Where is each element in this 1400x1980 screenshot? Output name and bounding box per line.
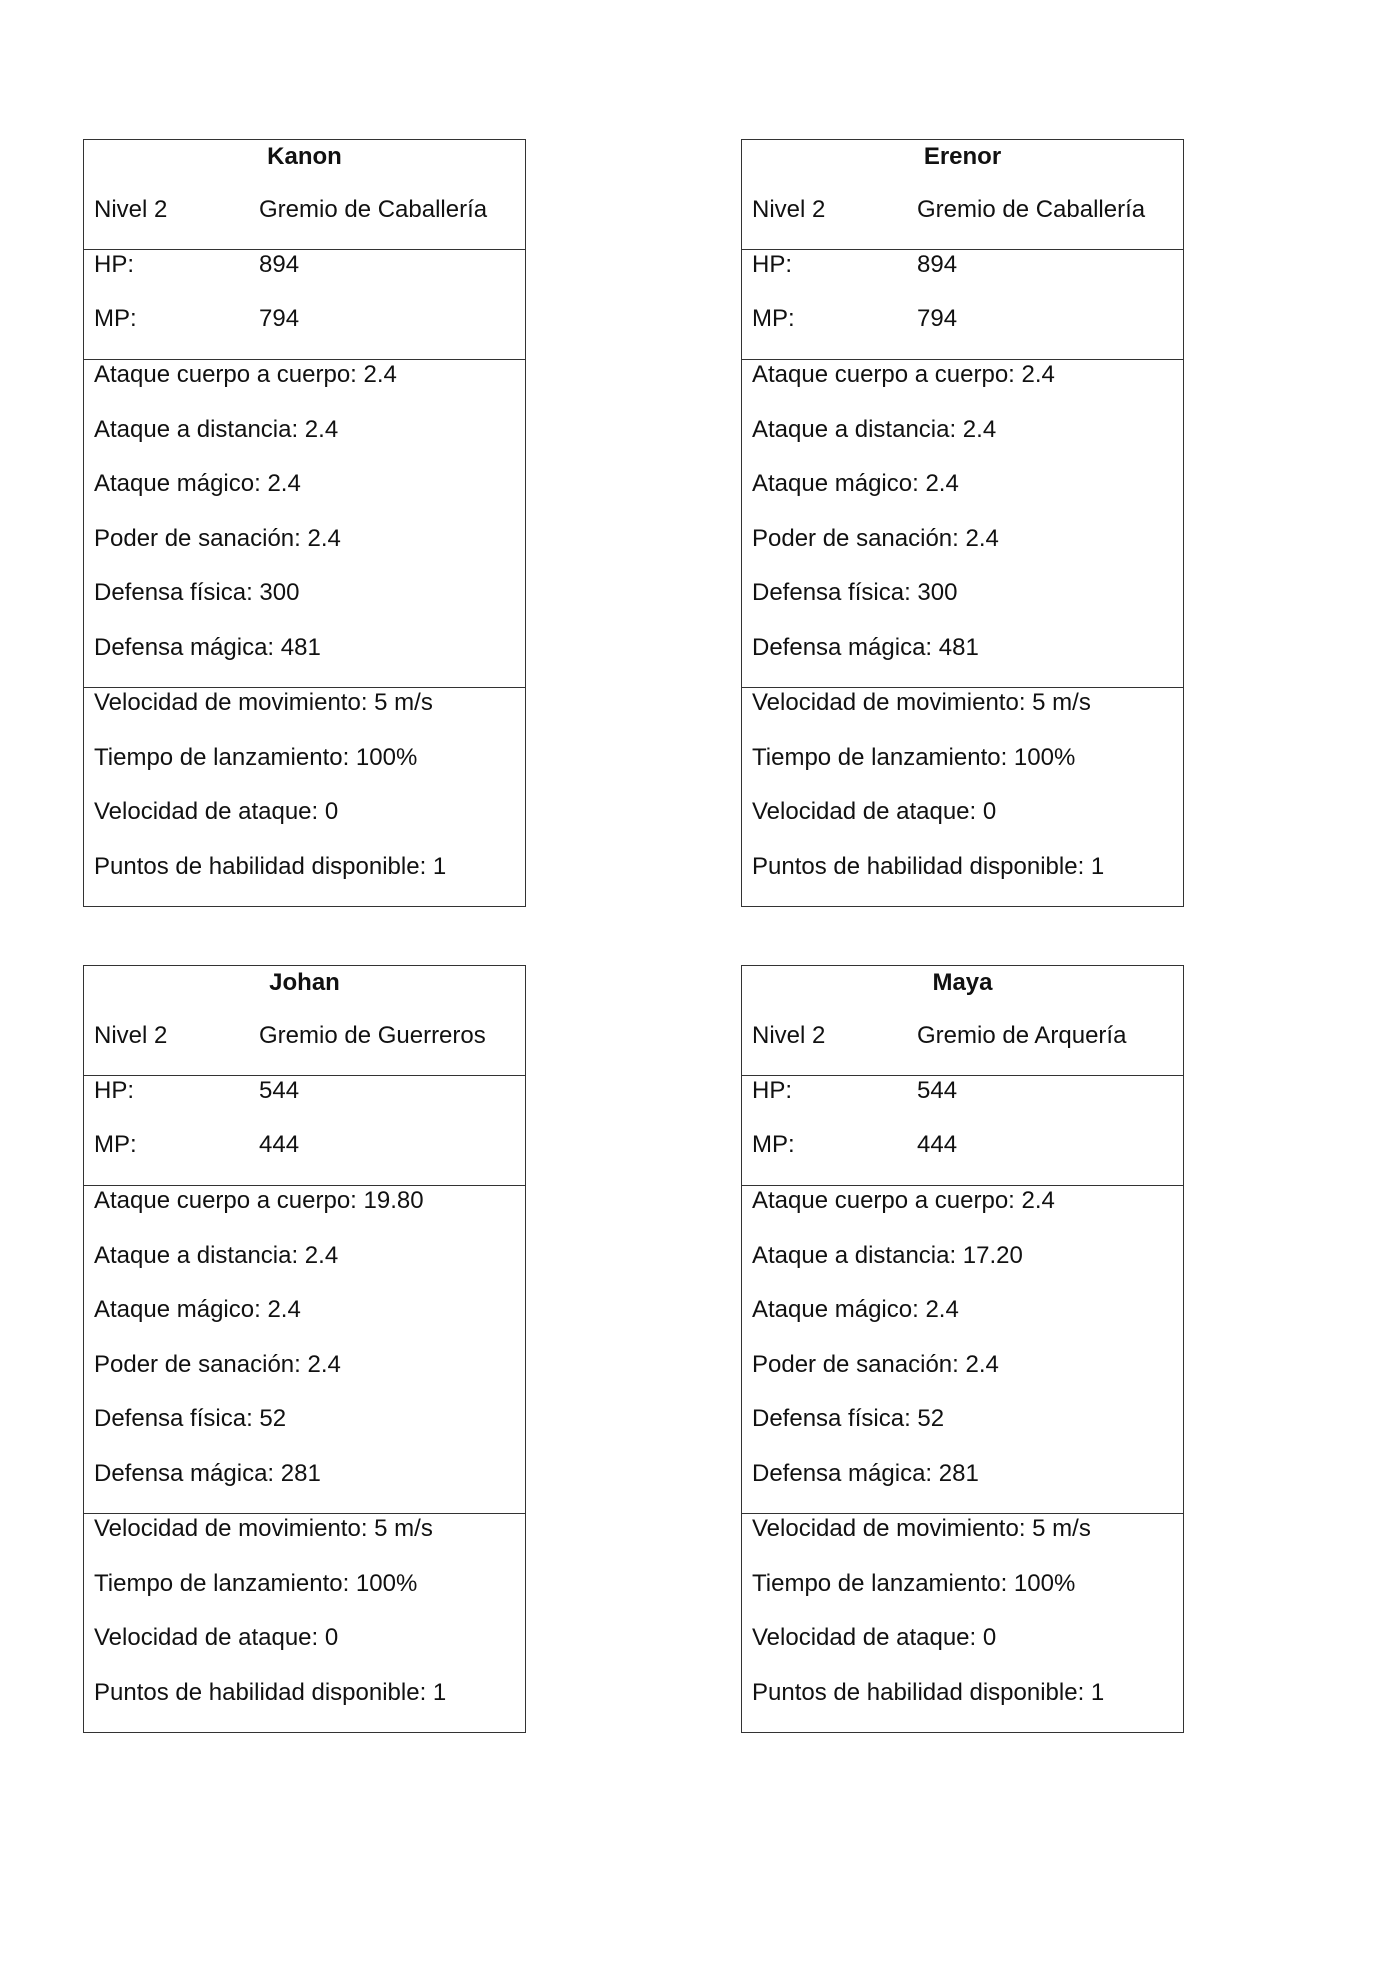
stat-skill-points: Puntos de habilidad disponible: 1 xyxy=(94,1678,447,1706)
stat-movement-speed: Velocidad de movimiento: 5 m/s xyxy=(752,689,1091,716)
character-card-johan xyxy=(83,965,526,1733)
character-name: Maya xyxy=(932,969,993,996)
hp-value: 544 xyxy=(259,1077,300,1104)
mp-row xyxy=(94,1130,519,1160)
hp-row xyxy=(94,1076,519,1106)
card-header xyxy=(84,140,525,250)
combat-stats-section xyxy=(84,360,525,688)
vitals-section xyxy=(84,1076,525,1186)
stat-healing-power: Poder de sanación: 2.4 xyxy=(752,1350,999,1378)
vitals-section xyxy=(84,250,525,360)
stat-movement-speed: Velocidad de movimiento: 5 m/s xyxy=(94,1515,433,1542)
combat-stats-section xyxy=(742,360,1183,688)
stat-cast-time: Tiempo de lanzamiento: 100% xyxy=(752,743,1076,771)
misc-stats-section xyxy=(84,1514,525,1732)
mp-value: 794 xyxy=(917,305,958,332)
character-card-maya xyxy=(741,965,1184,1733)
hp-value: 544 xyxy=(917,1077,958,1104)
vitals-section xyxy=(742,1076,1183,1186)
stat-attack-speed: Velocidad de ataque: 0 xyxy=(94,1624,339,1651)
stat-melee-attack: Ataque cuerpo a cuerpo: 2.4 xyxy=(752,1187,1055,1214)
hp-label: HP: xyxy=(752,1077,793,1104)
stat-skill-points: Puntos de habilidad disponible: 1 xyxy=(752,1678,1105,1706)
hp-label: HP: xyxy=(752,251,793,278)
stat-magic-attack: Ataque mágico: 2.4 xyxy=(752,1296,959,1323)
stat-movement-speed: Velocidad de movimiento: 5 m/s xyxy=(752,1515,1091,1542)
stat-skill-points: Puntos de habilidad disponible: 1 xyxy=(752,852,1105,880)
combat-stats-section xyxy=(742,1186,1183,1514)
stat-melee-attack: Ataque cuerpo a cuerpo: 2.4 xyxy=(752,361,1055,388)
stat-magic-defense: Defensa mágica: 281 xyxy=(752,1459,979,1487)
hp-value: 894 xyxy=(917,251,958,278)
stat-magic-attack: Ataque mágico: 2.4 xyxy=(94,470,301,497)
stat-magic-defense: Defensa mágica: 481 xyxy=(94,633,321,661)
stat-healing-power: Poder de sanación: 2.4 xyxy=(94,1350,341,1378)
stat-physical-defense: Defensa física: 52 xyxy=(94,1405,287,1432)
stat-melee-attack: Ataque cuerpo a cuerpo: 2.4 xyxy=(94,361,397,388)
hp-label: HP: xyxy=(94,1077,135,1104)
stat-physical-defense: Defensa física: 300 xyxy=(752,579,958,606)
mp-value: 444 xyxy=(259,1131,300,1158)
character-level: Nivel 2 xyxy=(94,196,168,223)
mp-label: MP: xyxy=(752,305,795,332)
stat-skill-points: Puntos de habilidad disponible: 1 xyxy=(94,852,447,880)
level-guild-row xyxy=(752,195,1177,225)
character-name: Johan xyxy=(269,969,340,996)
stat-cast-time: Tiempo de lanzamiento: 100% xyxy=(752,1569,1076,1597)
stat-ranged-attack: Ataque a distancia: 17.20 xyxy=(752,1241,1023,1269)
stat-ranged-attack: Ataque a distancia: 2.4 xyxy=(94,415,339,443)
stat-healing-power: Poder de sanación: 2.4 xyxy=(94,524,341,552)
misc-stats-section xyxy=(84,688,525,906)
card-header xyxy=(742,966,1183,1076)
hp-label: HP: xyxy=(94,251,135,278)
stat-attack-speed: Velocidad de ataque: 0 xyxy=(752,798,997,825)
character-card-erenor xyxy=(741,139,1184,907)
mp-value: 794 xyxy=(259,305,300,332)
character-level: Nivel 2 xyxy=(752,1022,826,1049)
stat-physical-defense: Defensa física: 300 xyxy=(94,579,300,606)
mp-row xyxy=(94,304,519,334)
character-guild: Gremio de Guerreros xyxy=(259,1022,486,1049)
stat-magic-defense: Defensa mágica: 281 xyxy=(94,1459,321,1487)
hp-row xyxy=(752,250,1177,280)
stat-magic-defense: Defensa mágica: 481 xyxy=(752,633,979,661)
hp-row xyxy=(752,1076,1177,1106)
stat-magic-attack: Ataque mágico: 2.4 xyxy=(94,1296,301,1323)
card-header xyxy=(742,140,1183,250)
character-name: Kanon xyxy=(267,143,342,170)
stat-healing-power: Poder de sanación: 2.4 xyxy=(752,524,999,552)
stat-physical-defense: Defensa física: 52 xyxy=(752,1405,945,1432)
character-guild: Gremio de Caballería xyxy=(917,196,1146,223)
stat-magic-attack: Ataque mágico: 2.4 xyxy=(752,470,959,497)
level-guild-row xyxy=(94,1021,519,1051)
mp-row xyxy=(752,304,1177,334)
stat-melee-attack: Ataque cuerpo a cuerpo: 19.80 xyxy=(94,1187,424,1214)
mp-label: MP: xyxy=(752,1131,795,1158)
combat-stats-section xyxy=(84,1186,525,1514)
stat-ranged-attack: Ataque a distancia: 2.4 xyxy=(94,1241,339,1269)
mp-label: MP: xyxy=(94,1131,137,1158)
hp-value: 894 xyxy=(259,251,300,278)
stat-cast-time: Tiempo de lanzamiento: 100% xyxy=(94,743,418,771)
stat-attack-speed: Velocidad de ataque: 0 xyxy=(752,1624,997,1651)
character-level: Nivel 2 xyxy=(752,196,826,223)
card-header xyxy=(84,966,525,1076)
hp-row xyxy=(94,250,519,280)
stat-attack-speed: Velocidad de ataque: 0 xyxy=(94,798,339,825)
misc-stats-section xyxy=(742,1514,1183,1732)
misc-stats-section xyxy=(742,688,1183,906)
level-guild-row xyxy=(752,1021,1177,1051)
mp-row xyxy=(752,1130,1177,1160)
vitals-section xyxy=(742,250,1183,360)
character-guild: Gremio de Caballería xyxy=(259,196,488,223)
mp-value: 444 xyxy=(917,1131,958,1158)
mp-label: MP: xyxy=(94,305,137,332)
level-guild-row xyxy=(94,195,519,225)
stat-ranged-attack: Ataque a distancia: 2.4 xyxy=(752,415,997,443)
stat-movement-speed: Velocidad de movimiento: 5 m/s xyxy=(94,689,433,716)
character-guild: Gremio de Arquería xyxy=(917,1022,1127,1049)
character-card-kanon xyxy=(83,139,526,907)
stat-cast-time: Tiempo de lanzamiento: 100% xyxy=(94,1569,418,1597)
character-level: Nivel 2 xyxy=(94,1022,168,1049)
character-name: Erenor xyxy=(923,143,1002,170)
